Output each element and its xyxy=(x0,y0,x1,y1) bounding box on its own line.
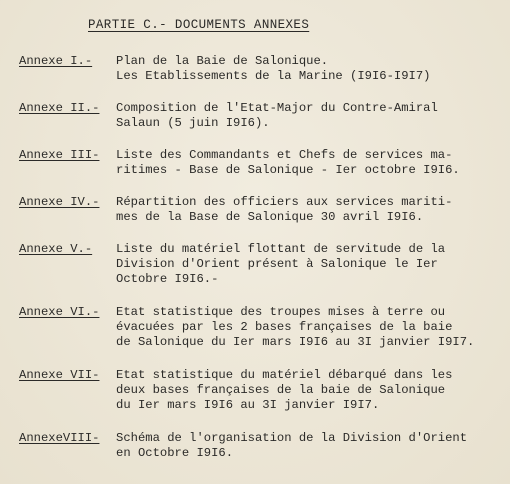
annex-line: Répartition des officiers aux services mariti- xyxy=(116,195,453,209)
annex-line: ritimes - Base de Salonique - Ier octobre I9I6. xyxy=(116,163,460,177)
annex-label: AnnexeVIII- xyxy=(19,431,100,445)
annex-description xyxy=(116,242,499,287)
annex-line: évacuées par les 2 bases françaises de la baie xyxy=(116,320,453,334)
annex-entry xyxy=(19,368,499,413)
annex-line: Liste du matériel flottant de servitude de la xyxy=(116,242,446,256)
annex-description xyxy=(116,148,499,178)
annex-line: Schéma de l'organisation de la Division d'Orient xyxy=(116,431,468,445)
annex-label: Annexe I.- xyxy=(19,54,93,68)
annex-line: Liste des Commandants et Chefs de services ma- xyxy=(116,148,453,162)
annex-line: Composition de l'Etat-Major du Contre-Amiral xyxy=(116,101,438,115)
annex-line: deux bases françaises de la baie de Salonique xyxy=(116,383,446,397)
annex-description xyxy=(116,101,499,131)
annex-description xyxy=(116,431,499,461)
annex-line: mes de la Base de Salonique 30 avril I9I6. xyxy=(116,210,424,224)
annex-entry xyxy=(19,305,499,350)
section-heading: PARTIE C.- DOCUMENTS ANNEXES xyxy=(88,18,310,32)
annex-line: Etat statistique des troupes mises à terre ou xyxy=(116,305,446,319)
annex-entry xyxy=(19,54,499,84)
annex-line: Salaun (5 juin I9I6). xyxy=(116,116,270,130)
annex-line: Plan de la Baie de Salonique. xyxy=(116,54,329,68)
annex-description xyxy=(116,195,499,225)
annex-entry xyxy=(19,101,499,131)
annex-description xyxy=(116,54,499,84)
annex-label: Annexe III- xyxy=(19,148,100,162)
annex-description xyxy=(116,305,499,350)
annex-line: du Ier mars I9I6 au 3I janvier I9I7. xyxy=(116,398,380,412)
annex-entry xyxy=(19,242,499,287)
annex-line: Les Etablissements de la Marine (I9I6-I9I7) xyxy=(116,69,431,83)
annex-entry xyxy=(19,431,499,461)
annex-label: Annexe V.- xyxy=(19,242,93,256)
annex-line: de Salonique du Ier mars I9I6 au 3I janvier I9I7. xyxy=(116,335,475,349)
annex-label: Annexe VI.- xyxy=(19,305,100,319)
annex-line: en Octobre I9I6. xyxy=(116,446,234,460)
annex-description xyxy=(116,368,499,413)
annex-label: Annexe VII- xyxy=(19,368,100,382)
annex-label: Annexe IV.- xyxy=(19,195,100,209)
annex-label: Annexe II.- xyxy=(19,101,100,115)
annex-line: Etat statistique du matériel débarqué dans les xyxy=(116,368,453,382)
annex-line: Division d'Orient présent à Salonique le Ier xyxy=(116,257,438,271)
annex-entry xyxy=(19,148,499,178)
annex-line: Octobre I9I6.- xyxy=(116,272,219,286)
annex-entry xyxy=(19,195,499,225)
